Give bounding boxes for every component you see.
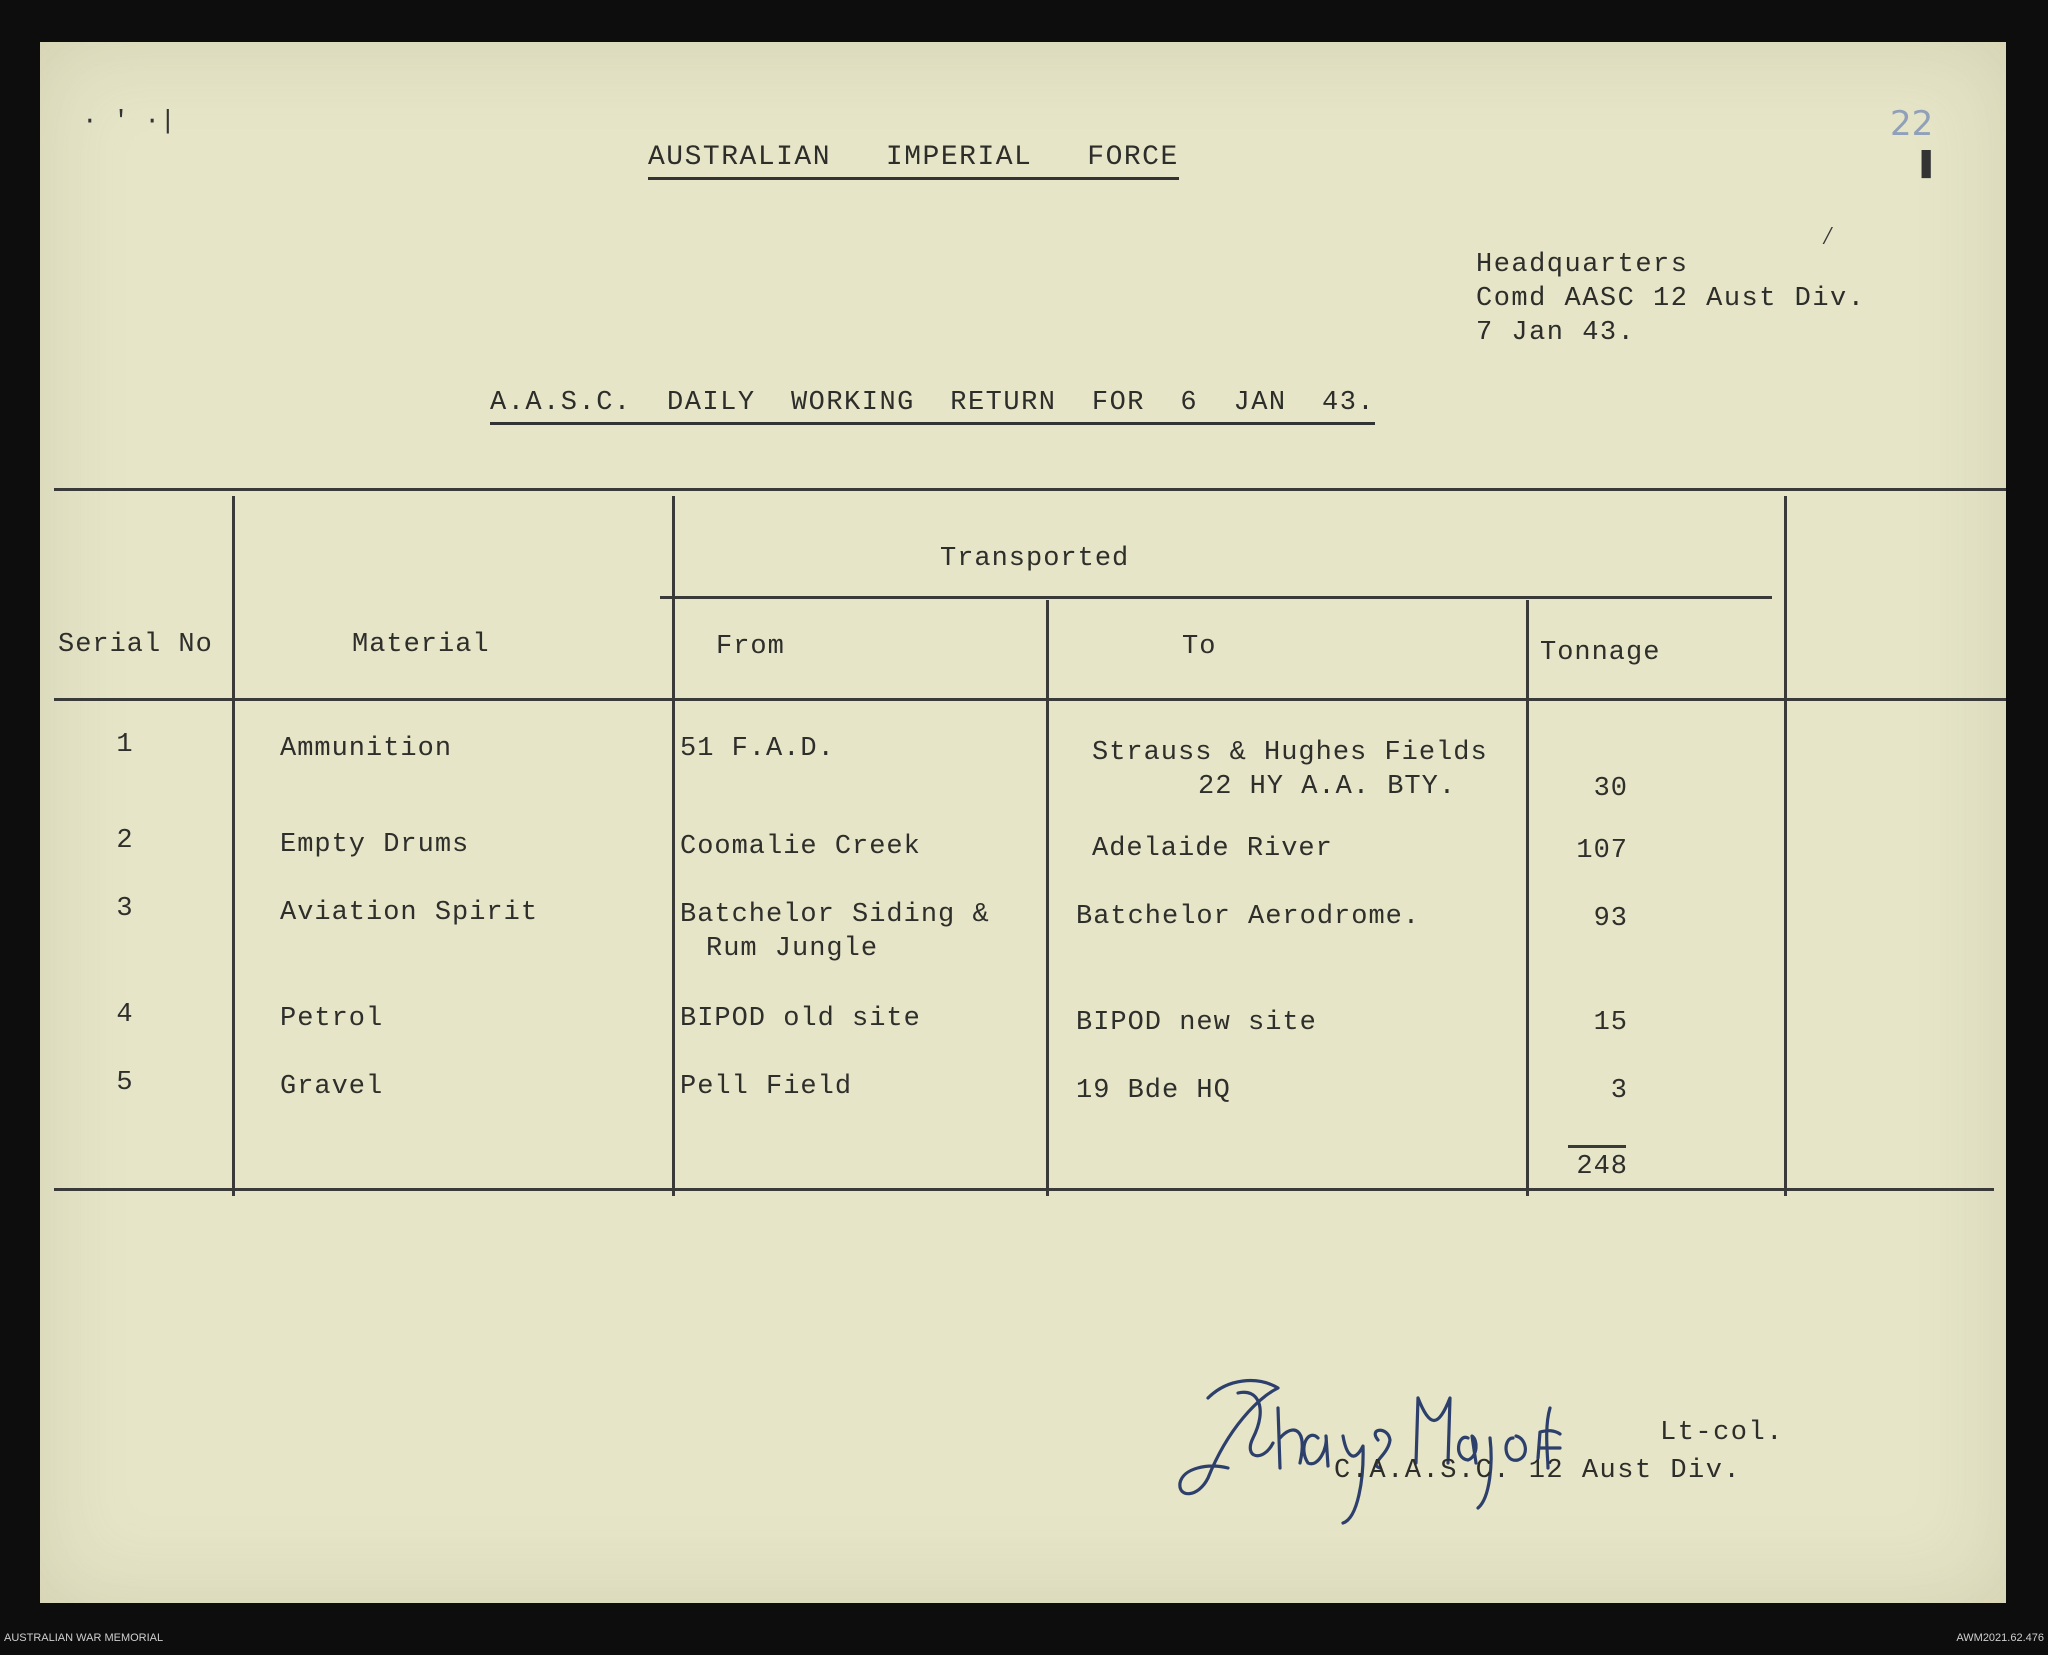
serial-cell: 3: [116, 894, 134, 924]
tonnage-cell: 15: [1593, 1008, 1628, 1038]
table-top-rule: [54, 488, 2006, 491]
header-bottom-rule: [54, 698, 2006, 701]
from-cell-line-2: Rum Jungle: [706, 934, 879, 964]
tonnage-cell: 93: [1593, 904, 1628, 934]
stray-marks: · ' ·|: [82, 106, 176, 136]
report-subtitle: A.A.S.C. DAILY WORKING RETURN FOR 6 JAN 43.: [490, 388, 1375, 425]
col-header-from: From: [716, 632, 785, 662]
col-divider-5: [1784, 496, 1787, 1196]
header-line-3: 7 Jan 43.: [1476, 318, 1636, 348]
group-header-transported: Transported: [940, 544, 1130, 574]
col-divider-4: [1526, 600, 1529, 1196]
total-rule: [1568, 1145, 1626, 1148]
to-cell: 19 Bde HQ: [1076, 1076, 1231, 1106]
col-divider-2: [672, 496, 675, 1196]
material-cell: Aviation Spirit: [280, 898, 539, 928]
col-header-tonnage: Tonnage: [1540, 638, 1661, 668]
table-bottom-rule: [54, 1188, 1994, 1191]
to-cell: BIPOD new site: [1076, 1008, 1317, 1038]
col-divider-3: [1046, 600, 1049, 1196]
signatory-rank: Lt-col.: [1660, 1418, 1784, 1448]
footer-archive-name: AUSTRALIAN WAR MEMORIAL: [4, 1632, 164, 1644]
material-cell: Empty Drums: [280, 830, 470, 860]
serial-cell: 5: [116, 1068, 134, 1098]
tonnage-cell: 30: [1593, 774, 1628, 804]
footer-accession-number: AWM2021.62.476: [1956, 1632, 2044, 1644]
transported-rule: [660, 596, 1772, 599]
material-cell: Petrol: [280, 1004, 384, 1034]
col-divider-1: [232, 496, 235, 1196]
document-page: [40, 42, 2006, 1603]
handwritten-signature: [1168, 1368, 1588, 1528]
from-cell: 51 F.A.D.: [680, 734, 835, 764]
serial-cell: 2: [116, 826, 134, 856]
material-cell: Ammunition: [280, 734, 453, 764]
material-cell: Gravel: [280, 1072, 384, 1102]
document-title: AUSTRALIAN IMPERIAL FORCE: [648, 142, 1179, 180]
pencil-folio-number: 22: [1890, 104, 1934, 144]
header-line-2: Comd AASC 12 Aust Div.: [1476, 284, 1866, 314]
tonnage-cell: 107: [1576, 836, 1628, 866]
tonnage-total: 248: [1576, 1152, 1628, 1182]
col-header-to: To: [1182, 632, 1217, 662]
from-cell: BIPOD old site: [680, 1004, 921, 1034]
to-cell: Batchelor Aerodrome.: [1076, 902, 1421, 932]
tonnage-cell: 3: [1610, 1076, 1628, 1106]
col-header-material: Material: [352, 630, 490, 660]
serial-cell: 4: [116, 1000, 134, 1030]
col-header-serial: Serial No: [58, 630, 213, 660]
to-cell: Strauss & Hughes Fields: [1092, 738, 1488, 768]
to-cell-line-2: 22 HY A.A. BTY.: [1198, 772, 1457, 802]
to-cell: Adelaide River: [1092, 834, 1333, 864]
signatory-title: C.A.A.S.C. 12 Aust Div.: [1334, 1456, 1742, 1486]
from-cell: Coomalie Creek: [680, 832, 921, 862]
punch-mark: ❚: [1916, 146, 1937, 184]
header-line-1: Headquarters: [1476, 250, 1689, 280]
from-cell: Batchelor Siding &: [680, 900, 990, 930]
serial-cell: 1: [116, 730, 134, 760]
stray-mark-2: ⁄: [1820, 222, 1836, 252]
from-cell: Pell Field: [680, 1072, 853, 1102]
